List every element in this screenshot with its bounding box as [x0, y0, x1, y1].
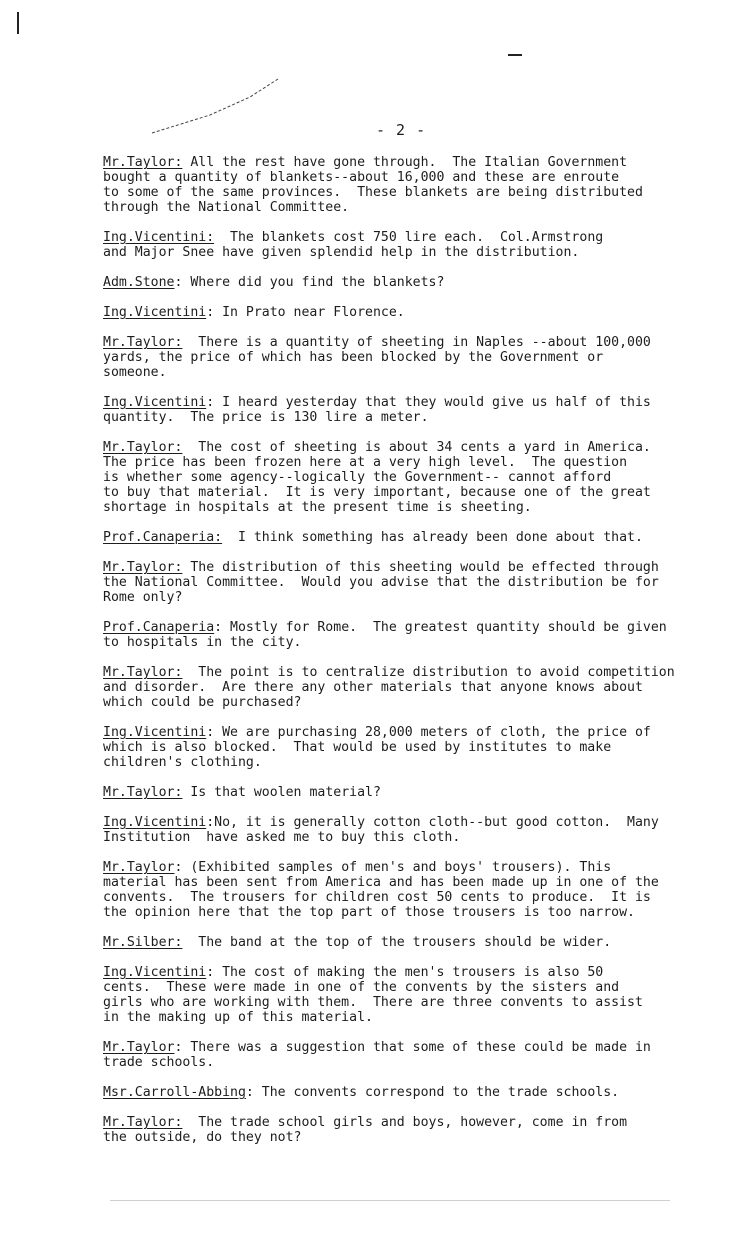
speaker-name: Mr.Taylor: [103, 155, 183, 170]
text-line [103, 755, 750, 770]
speaker-name: Ing.Vicentini [103, 815, 207, 830]
line-text: There is a quantity of sheeting in Naples --about 100,000 [182, 335, 651, 350]
line-text: The cost of sheeting is about 34 cents a yard in America. [182, 440, 651, 455]
speaker-paragraph [103, 1115, 750, 1145]
text-line [103, 155, 750, 170]
text-line [103, 980, 750, 995]
line-text: : Mostly for Rome. The greatest quantity should be given [214, 620, 667, 635]
text-line [103, 500, 750, 515]
line-text: I think something has already been done about that. [222, 530, 643, 545]
text-line [103, 905, 750, 920]
speaker-name: Mr.Taylor: [103, 665, 183, 680]
text-line [103, 245, 750, 260]
line-text: and disorder. Are there any other materials that anyone knows about [103, 680, 643, 695]
speaker-paragraph [103, 275, 750, 290]
line-text: convents. The trousers for children cost 50 cents to produce. It is [103, 890, 651, 905]
text-line [103, 410, 750, 425]
text-line [103, 1115, 750, 1130]
text-line [103, 395, 750, 410]
speaker-paragraph [103, 560, 750, 605]
speaker-paragraph [103, 230, 750, 260]
text-line [103, 740, 750, 755]
line-text: to buy that material. It is very important, because one of the great [103, 485, 651, 500]
line-text: girls who are working with them. There are three convents to assist [103, 995, 643, 1010]
text-line [103, 1040, 750, 1055]
text-line [103, 785, 750, 800]
line-text: : There was a suggestion that some of these could be made in [174, 1040, 651, 1055]
line-text: trade schools. [103, 1055, 215, 1070]
text-line [103, 455, 750, 470]
text-line [103, 965, 750, 980]
text-line [103, 185, 750, 200]
speaker-paragraph [103, 620, 750, 650]
line-text: Rome only? [103, 590, 183, 605]
speaker-name: Prof.Canaperia [103, 620, 215, 635]
line-text: the outside, do they not? [103, 1130, 302, 1145]
line-text: which is also blocked. That would be used by institutes to make [103, 740, 612, 755]
line-text: children's clothing. [103, 755, 262, 770]
text-line [103, 335, 750, 350]
speaker-name: Ing.Vicentini [103, 395, 207, 410]
text-line [103, 470, 750, 485]
speaker-paragraph [103, 860, 750, 920]
speaker-paragraph [103, 530, 750, 545]
line-text: : The convents correspond to the trade schools. [245, 1085, 620, 1100]
scan-mark-left [17, 12, 19, 34]
speaker-paragraph [103, 155, 750, 215]
line-text: : The cost of making the men's trousers is also 50 [206, 965, 604, 980]
speaker-name: Ing.Vicentini: [103, 230, 215, 245]
line-text: and Major Snee have given splendid help in the distribution. [103, 245, 580, 260]
line-text: The price has been frozen here at a very high level. The question [103, 455, 628, 470]
line-text: : In Prato near Florence. [206, 305, 405, 320]
line-text: the opinion here that the top part of those trousers is too narrow. [103, 905, 635, 920]
speaker-name: Mr.Taylor: [103, 560, 183, 575]
line-text: someone. [103, 365, 167, 380]
speaker-paragraph [103, 935, 750, 950]
line-text: yards, the price of which has been blocked by the Government or [103, 350, 604, 365]
text-line [103, 485, 750, 500]
speaker-paragraph [103, 785, 750, 800]
line-text: which could be purchased? [103, 695, 302, 710]
speaker-name: Ing.Vicentini [103, 965, 207, 980]
text-line [103, 860, 750, 875]
text-line [103, 1055, 750, 1070]
text-line [103, 635, 750, 650]
line-text: :No, it is generally cotton cloth--but good cotton. Many [206, 815, 659, 830]
line-text: bought a quantity of blankets--about 16,000 and these are enroute [103, 170, 620, 185]
line-text: cents. These were made in one of the convents by the sisters and [103, 980, 620, 995]
speaker-name: Prof.Canaperia: [103, 530, 223, 545]
line-text: : We are purchasing 28,000 meters of cloth, the price of [206, 725, 651, 740]
speaker-paragraph [103, 665, 750, 710]
text-line [103, 1085, 750, 1100]
speaker-paragraph [103, 725, 750, 770]
line-text: the National Committee. Would you advise that the distribution be for [103, 575, 659, 590]
text-line [103, 935, 750, 950]
speaker-name: Mr.Taylor: [103, 1115, 183, 1130]
line-text: quantity. The price is 130 lire a meter. [103, 410, 429, 425]
speaker-name: Msr.Carroll-Abbing [103, 1085, 246, 1100]
speaker-name: Mr.Taylor: [103, 785, 183, 800]
speaker-name: Mr.Taylor [103, 1040, 175, 1055]
line-text: : (Exhibited samples of men's and boys' trousers). This [174, 860, 612, 875]
speaker-paragraph [103, 305, 750, 320]
speaker-paragraph [103, 815, 750, 845]
line-text: : Where did you find the blankets? [174, 275, 445, 290]
speaker-name: Mr.Taylor: [103, 335, 183, 350]
line-text: The point is to centralize distribution to avoid competition [182, 665, 675, 680]
text-line [103, 680, 750, 695]
speaker-paragraph [103, 395, 750, 425]
line-text: in the making up of this material. [103, 1010, 373, 1025]
line-text: The blankets cost 750 lire each. Col.Armstrong [214, 230, 604, 245]
text-line [103, 365, 750, 380]
line-text: is whether some agency--logically the Government-- cannot afford [103, 470, 612, 485]
text-line [103, 1130, 750, 1145]
text-line [103, 1010, 750, 1025]
line-text: All the rest have gone through. The Italian Government [182, 155, 628, 170]
line-text: Is that woolen material? [182, 785, 381, 800]
line-text: The band at the top of the trousers should be wider. [182, 935, 612, 950]
text-line [103, 815, 750, 830]
text-line [103, 350, 750, 365]
text-line [103, 665, 750, 680]
text-line [103, 305, 750, 320]
line-text: material has been sent from America and has been made up in one of the [103, 875, 659, 890]
speaker-paragraph [103, 335, 750, 380]
speaker-paragraph [103, 1040, 750, 1070]
text-line [103, 440, 750, 455]
speaker-name: Mr.Taylor: [103, 440, 183, 455]
page-number: - 2 - [376, 121, 427, 139]
text-line [103, 560, 750, 575]
line-text: shortage in hospitals at the present time is sheeting. [103, 500, 532, 515]
text-line [103, 575, 750, 590]
scan-mark-top [508, 54, 522, 56]
text-line [103, 620, 750, 635]
line-text: through the National Committee. [103, 200, 350, 215]
speaker-paragraph [103, 965, 750, 1025]
line-text: Institution have asked me to buy this cloth. [103, 830, 461, 845]
text-line [103, 995, 750, 1010]
speaker-name: Adm.Stone [103, 275, 175, 290]
text-line [103, 170, 750, 185]
text-line [103, 830, 750, 845]
speaker-paragraph [103, 1085, 750, 1100]
text-line [103, 275, 750, 290]
speaker-paragraph [103, 440, 750, 515]
speaker-name: Ing.Vicentini [103, 305, 207, 320]
speaker-name: Ing.Vicentini [103, 725, 207, 740]
text-line [103, 530, 750, 545]
text-line [103, 200, 750, 215]
line-text: : I heard yesterday that they would give us half of this [206, 395, 651, 410]
text-line [103, 875, 750, 890]
text-line [103, 230, 750, 245]
line-text: The trade school girls and boys, however, come in from [182, 1115, 628, 1130]
line-text: to hospitals in the city. [103, 635, 302, 650]
text-line [103, 695, 750, 710]
text-line [103, 725, 750, 740]
scan-line-bottom [110, 1200, 670, 1201]
text-line [103, 890, 750, 905]
speaker-name: Mr.Taylor [103, 860, 175, 875]
speaker-name: Mr.Silber: [103, 935, 183, 950]
text-line [103, 590, 750, 605]
line-text: The distribution of this sheeting would be effected through [182, 560, 659, 575]
line-text: to some of the same provinces. These blankets are being distributed [103, 185, 643, 200]
scan-stroke [150, 75, 280, 135]
